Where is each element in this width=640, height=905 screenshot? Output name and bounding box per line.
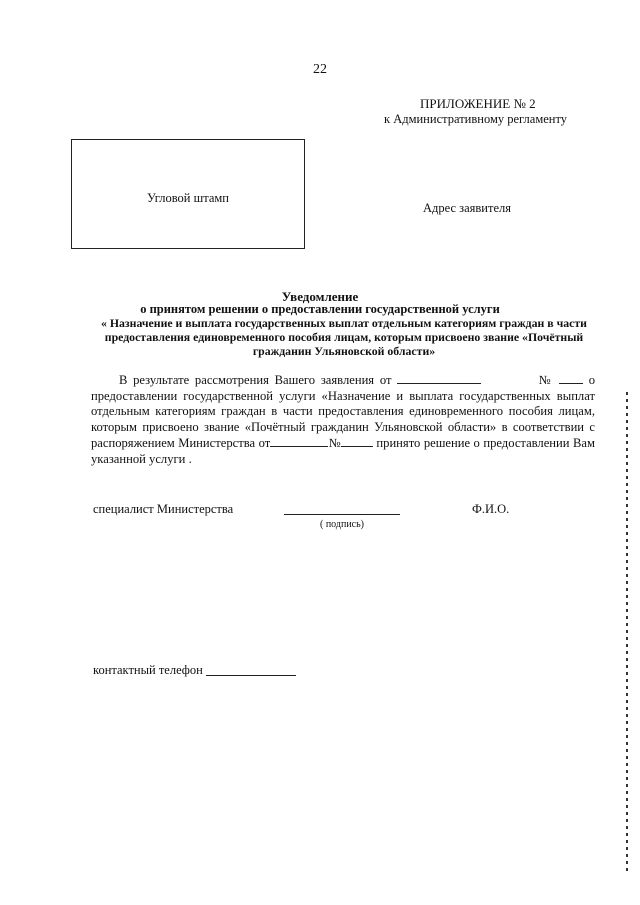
body-part-3: принято решение о предоставлении Вам указанной услуги . [91,436,595,466]
notice-subtitle: о принятом решении о предоставлении государственной услуги [140,302,500,316]
application-number-blank [559,372,583,384]
notice-body [91,372,595,467]
notice-title: Уведомление [281,289,359,304]
corner-stamp-label: Угловой штамп [146,191,229,205]
signature-line [284,514,400,515]
signature-caption: ( подпись) [319,519,364,530]
page-number: 22 [313,62,327,77]
order-number-blank [341,435,373,447]
body-part-2: о предоставлении государственной услуги «Назначение и выплата государственных выплат отдельным категориям граждан в части предоставления единовременного пособия лицам, которым присвоено звание «Почётный гражданин Ульяновской области» в соответствии с распоряжением Министерства от [91,373,595,450]
notice-service-name: « Назначение и выплата государственных выплат отдельным категориям граждан в части предоставления единовременного пособия лицам, которым присвоено звание «Почётный гражданин Ульяновской области» [101,316,587,358]
appendix-subtitle: к Административному регламенту [384,112,568,126]
fio-label: Ф.И.О. [472,502,510,516]
appendix-title: ПРИЛОЖЕНИЕ № 2 [420,96,536,111]
scan-edge-artifact [626,392,628,872]
application-date-blank [397,372,481,384]
contact-phone-line [206,675,296,676]
order-date-blank [270,435,328,447]
contact-phone-label: контактный телефон [93,663,203,677]
number-sign: № [538,373,554,387]
applicant-address-label: Адрес заявителя [423,201,511,215]
number-sign-2: № [328,436,341,450]
specialist-role: специалист Министерства [93,502,234,516]
body-part-1: В результате рассмотрения Вашего заявления от [119,373,392,387]
